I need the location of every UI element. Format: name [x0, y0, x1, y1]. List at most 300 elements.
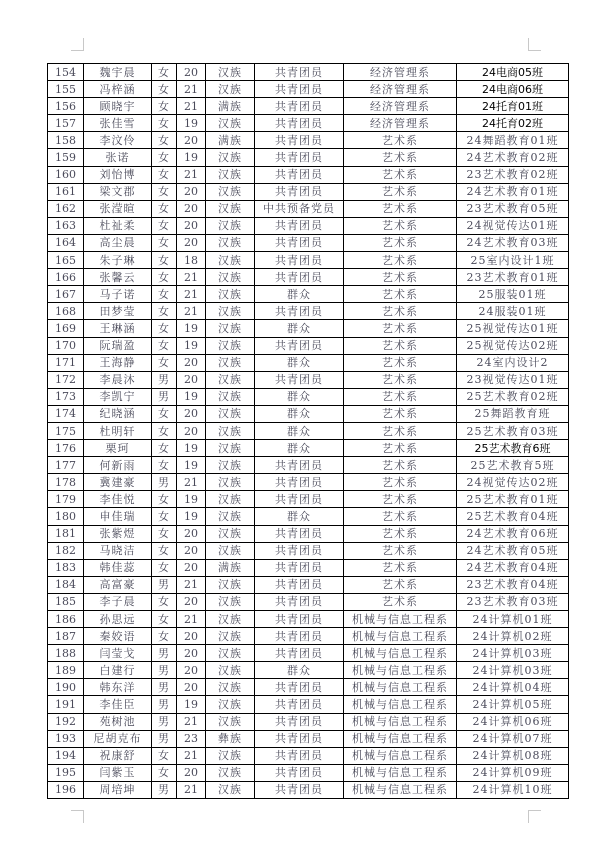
student-name-cell: 申佳瑞 [84, 508, 152, 525]
political-status-cell: 共青团员 [255, 132, 344, 149]
age-cell: 21 [177, 781, 206, 798]
student-name-cell: 李子晨 [84, 593, 152, 610]
row-number-cell: 172 [48, 371, 84, 388]
age-cell: 19 [177, 115, 206, 132]
ethnicity-cell: 汉族 [206, 576, 255, 593]
table-row [48, 234, 569, 251]
department-cell: 艺术系 [344, 132, 457, 149]
political-status-cell: 共青团员 [255, 491, 344, 508]
political-status-cell: 群众 [255, 320, 344, 337]
gender-cell: 女 [152, 132, 177, 149]
department-cell: 艺术系 [344, 525, 457, 542]
department-cell: 机械与信息工程系 [344, 679, 457, 696]
class-name-cell: 24艺术教育03班 [457, 234, 569, 251]
ethnicity-cell: 彝族 [206, 730, 255, 747]
table-row [48, 337, 569, 354]
department-cell: 经济管理系 [344, 81, 457, 98]
table-row [48, 81, 569, 98]
political-status-cell: 共青团员 [255, 781, 344, 798]
gender-cell: 男 [152, 645, 177, 662]
ethnicity-cell: 汉族 [206, 320, 255, 337]
age-cell: 20 [177, 422, 206, 439]
student-name-cell: 马子诺 [84, 286, 152, 303]
table-row [48, 764, 569, 781]
row-number-cell: 166 [48, 269, 84, 286]
political-status-cell: 群众 [255, 508, 344, 525]
age-cell: 20 [177, 371, 206, 388]
student-name-cell: 闫莹戈 [84, 645, 152, 662]
gender-cell: 女 [152, 303, 177, 320]
row-number-cell: 193 [48, 730, 84, 747]
age-cell: 19 [177, 320, 206, 337]
student-name-cell: 尼胡克布 [84, 730, 152, 747]
department-cell: 艺术系 [344, 252, 457, 269]
age-cell: 19 [177, 457, 206, 474]
crop-mark-top-left [71, 38, 84, 51]
ethnicity-cell: 汉族 [206, 747, 255, 764]
age-cell: 21 [177, 474, 206, 491]
row-number-cell: 196 [48, 781, 84, 798]
department-cell: 机械与信息工程系 [344, 696, 457, 713]
age-cell: 21 [177, 166, 206, 183]
age-cell: 19 [177, 149, 206, 166]
department-cell: 机械与信息工程系 [344, 628, 457, 645]
gender-cell: 女 [152, 525, 177, 542]
row-number-cell: 178 [48, 474, 84, 491]
student-name-cell: 何新雨 [84, 457, 152, 474]
class-name-cell: 25服装01班 [457, 286, 569, 303]
row-number-cell: 186 [48, 611, 84, 628]
student-name-cell: 李佳悦 [84, 491, 152, 508]
row-number-cell: 183 [48, 559, 84, 576]
student-table [47, 63, 569, 799]
age-cell: 19 [177, 440, 206, 457]
row-number-cell: 177 [48, 457, 84, 474]
row-number-cell: 194 [48, 747, 84, 764]
age-cell: 21 [177, 98, 206, 115]
department-cell: 艺术系 [344, 559, 457, 576]
student-name-cell: 魏宇晨 [84, 64, 152, 81]
gender-cell: 女 [152, 337, 177, 354]
political-status-cell: 群众 [255, 388, 344, 405]
student-name-cell: 孙思远 [84, 611, 152, 628]
gender-cell: 女 [152, 559, 177, 576]
table-row [48, 132, 569, 149]
gender-cell: 女 [152, 252, 177, 269]
class-name-cell: 23艺术教育01班 [457, 269, 569, 286]
crop-mark-bottom-left [71, 810, 84, 823]
class-name-cell: 24舞蹈教育01班 [457, 132, 569, 149]
political-status-cell: 群众 [255, 354, 344, 371]
department-cell: 艺术系 [344, 593, 457, 610]
department-cell: 经济管理系 [344, 64, 457, 81]
row-number-cell: 185 [48, 593, 84, 610]
gender-cell: 男 [152, 730, 177, 747]
age-cell: 20 [177, 679, 206, 696]
gender-cell: 女 [152, 491, 177, 508]
gender-cell: 男 [152, 713, 177, 730]
row-number-cell: 191 [48, 696, 84, 713]
department-cell: 艺术系 [344, 576, 457, 593]
row-number-cell: 182 [48, 542, 84, 559]
student-name-cell: 李晨沐 [84, 371, 152, 388]
political-status-cell: 共青团员 [255, 81, 344, 98]
student-name-cell: 李凯宁 [84, 388, 152, 405]
gender-cell: 男 [152, 576, 177, 593]
class-name-cell: 24艺术教育02班 [457, 149, 569, 166]
political-status-cell: 共青团员 [255, 64, 344, 81]
table-row [48, 388, 569, 405]
gender-cell: 女 [152, 628, 177, 645]
age-cell: 20 [177, 764, 206, 781]
department-cell: 机械与信息工程系 [344, 764, 457, 781]
age-cell: 21 [177, 269, 206, 286]
row-number-cell: 167 [48, 286, 84, 303]
row-number-cell: 169 [48, 320, 84, 337]
gender-cell: 女 [152, 354, 177, 371]
student-name-cell: 韩佳蕊 [84, 559, 152, 576]
department-cell: 机械与信息工程系 [344, 781, 457, 798]
class-name-cell: 24电商06班 [457, 81, 569, 98]
class-name-cell: 25艺术教育5班 [457, 457, 569, 474]
row-number-cell: 187 [48, 628, 84, 645]
ethnicity-cell: 满族 [206, 132, 255, 149]
age-cell: 19 [177, 508, 206, 525]
gender-cell: 女 [152, 217, 177, 234]
ethnicity-cell: 汉族 [206, 457, 255, 474]
row-number-cell: 168 [48, 303, 84, 320]
political-status-cell: 中共预备党员 [255, 200, 344, 217]
table-row [48, 440, 569, 457]
gender-cell: 男 [152, 474, 177, 491]
table-row [48, 781, 569, 798]
age-cell: 21 [177, 747, 206, 764]
ethnicity-cell: 汉族 [206, 183, 255, 200]
ethnicity-cell: 汉族 [206, 764, 255, 781]
political-status-cell: 共青团员 [255, 371, 344, 388]
political-status-cell: 共青团员 [255, 166, 344, 183]
row-number-cell: 156 [48, 98, 84, 115]
ethnicity-cell: 汉族 [206, 286, 255, 303]
political-status-cell: 共青团员 [255, 696, 344, 713]
student-name-cell: 苑树池 [84, 713, 152, 730]
ethnicity-cell: 汉族 [206, 679, 255, 696]
department-cell: 经济管理系 [344, 98, 457, 115]
class-name-cell: 25视觉传达01班 [457, 320, 569, 337]
political-status-cell: 共青团员 [255, 474, 344, 491]
table-row [48, 593, 569, 610]
age-cell: 20 [177, 234, 206, 251]
department-cell: 机械与信息工程系 [344, 611, 457, 628]
table-row [48, 457, 569, 474]
department-cell: 艺术系 [344, 388, 457, 405]
ethnicity-cell: 汉族 [206, 781, 255, 798]
row-number-cell: 189 [48, 662, 84, 679]
row-number-cell: 174 [48, 405, 84, 422]
table-row [48, 662, 569, 679]
political-status-cell: 共青团员 [255, 628, 344, 645]
class-name-cell: 25艺术教育6班 [457, 440, 569, 457]
ethnicity-cell: 汉族 [206, 593, 255, 610]
political-status-cell: 共青团员 [255, 525, 344, 542]
row-number-cell: 162 [48, 200, 84, 217]
department-cell: 艺术系 [344, 303, 457, 320]
table-row [48, 405, 569, 422]
gender-cell: 女 [152, 320, 177, 337]
row-number-cell: 161 [48, 183, 84, 200]
row-number-cell: 157 [48, 115, 84, 132]
age-cell: 20 [177, 132, 206, 149]
political-status-cell: 共青团员 [255, 252, 344, 269]
department-cell: 艺术系 [344, 200, 457, 217]
political-status-cell: 共青团员 [255, 457, 344, 474]
political-status-cell: 群众 [255, 422, 344, 439]
row-number-cell: 195 [48, 764, 84, 781]
ethnicity-cell: 汉族 [206, 388, 255, 405]
row-number-cell: 192 [48, 713, 84, 730]
row-number-cell: 154 [48, 64, 84, 81]
political-status-cell: 共青团员 [255, 645, 344, 662]
class-name-cell: 24计算机05班 [457, 696, 569, 713]
row-number-cell: 188 [48, 645, 84, 662]
ethnicity-cell: 汉族 [206, 269, 255, 286]
gender-cell: 女 [152, 747, 177, 764]
table-row [48, 115, 569, 132]
table-row [48, 64, 569, 81]
table-row [48, 303, 569, 320]
political-status-cell: 群众 [255, 662, 344, 679]
political-status-cell: 共青团员 [255, 576, 344, 593]
table-row [48, 371, 569, 388]
table-row [48, 542, 569, 559]
gender-cell: 女 [152, 81, 177, 98]
department-cell: 艺术系 [344, 183, 457, 200]
class-name-cell: 25艺术教育02班 [457, 388, 569, 405]
student-name-cell: 张诺 [84, 149, 152, 166]
class-name-cell: 24计算机09班 [457, 764, 569, 781]
class-name-cell: 23艺术教育05班 [457, 200, 569, 217]
row-number-cell: 160 [48, 166, 84, 183]
gender-cell: 女 [152, 457, 177, 474]
student-name-cell: 李汶伶 [84, 132, 152, 149]
department-cell: 机械与信息工程系 [344, 730, 457, 747]
ethnicity-cell: 汉族 [206, 713, 255, 730]
class-name-cell: 25艺术教育04班 [457, 508, 569, 525]
row-number-cell: 163 [48, 217, 84, 234]
class-name-cell: 25舞蹈教育班 [457, 405, 569, 422]
political-status-cell: 共青团员 [255, 337, 344, 354]
department-cell: 艺术系 [344, 337, 457, 354]
political-status-cell: 共青团员 [255, 542, 344, 559]
age-cell: 20 [177, 628, 206, 645]
table-row [48, 628, 569, 645]
student-name-cell: 王海静 [84, 354, 152, 371]
gender-cell: 女 [152, 611, 177, 628]
gender-cell: 男 [152, 781, 177, 798]
row-number-cell: 190 [48, 679, 84, 696]
student-name-cell: 刘怡博 [84, 166, 152, 183]
class-name-cell: 24计算机06班 [457, 713, 569, 730]
student-name-cell: 顾晓宇 [84, 98, 152, 115]
class-name-cell: 24电商05班 [457, 64, 569, 81]
class-name-cell: 23艺术教育04班 [457, 576, 569, 593]
department-cell: 机械与信息工程系 [344, 645, 457, 662]
age-cell: 20 [177, 542, 206, 559]
row-number-cell: 171 [48, 354, 84, 371]
gender-cell: 男 [152, 696, 177, 713]
department-cell: 艺术系 [344, 405, 457, 422]
gender-cell: 女 [152, 405, 177, 422]
class-name-cell: 24计算机10班 [457, 781, 569, 798]
department-cell: 艺术系 [344, 166, 457, 183]
class-name-cell: 24艺术教育01班 [457, 183, 569, 200]
gender-cell: 女 [152, 149, 177, 166]
political-status-cell: 共青团员 [255, 183, 344, 200]
political-status-cell: 共青团员 [255, 269, 344, 286]
department-cell: 机械与信息工程系 [344, 662, 457, 679]
ethnicity-cell: 汉族 [206, 662, 255, 679]
row-number-cell: 165 [48, 252, 84, 269]
student-name-cell: 张滢暄 [84, 200, 152, 217]
student-name-cell: 高尘晨 [84, 234, 152, 251]
ethnicity-cell: 汉族 [206, 217, 255, 234]
row-number-cell: 173 [48, 388, 84, 405]
row-number-cell: 155 [48, 81, 84, 98]
class-name-cell: 24服装01班 [457, 303, 569, 320]
ethnicity-cell: 汉族 [206, 645, 255, 662]
table-row [48, 217, 569, 234]
political-status-cell: 共青团员 [255, 764, 344, 781]
class-name-cell: 25室内设计1班 [457, 252, 569, 269]
age-cell: 20 [177, 217, 206, 234]
table-row [48, 730, 569, 747]
table-row [48, 286, 569, 303]
political-status-cell: 共青团员 [255, 679, 344, 696]
department-cell: 艺术系 [344, 371, 457, 388]
political-status-cell: 共青团员 [255, 593, 344, 610]
row-number-cell: 179 [48, 491, 84, 508]
student-name-cell: 高富豪 [84, 576, 152, 593]
age-cell: 20 [177, 525, 206, 542]
class-name-cell: 24计算机01班 [457, 611, 569, 628]
student-name-cell: 朱子琳 [84, 252, 152, 269]
department-cell: 艺术系 [344, 234, 457, 251]
ethnicity-cell: 汉族 [206, 405, 255, 422]
ethnicity-cell: 汉族 [206, 474, 255, 491]
ethnicity-cell: 满族 [206, 559, 255, 576]
ethnicity-cell: 汉族 [206, 611, 255, 628]
student-name-cell: 周培坤 [84, 781, 152, 798]
age-cell: 18 [177, 252, 206, 269]
political-status-cell: 共青团员 [255, 303, 344, 320]
ethnicity-cell: 汉族 [206, 166, 255, 183]
ethnicity-cell: 汉族 [206, 337, 255, 354]
age-cell: 20 [177, 593, 206, 610]
table-row [48, 354, 569, 371]
department-cell: 机械与信息工程系 [344, 713, 457, 730]
age-cell: 21 [177, 611, 206, 628]
gender-cell: 女 [152, 64, 177, 81]
table-row [48, 525, 569, 542]
class-name-cell: 24计算机03班 [457, 662, 569, 679]
student-name-cell: 祝康舒 [84, 747, 152, 764]
class-name-cell: 24托育01班 [457, 98, 569, 115]
student-name-cell: 栗珂 [84, 440, 152, 457]
class-name-cell: 25艺术教育01班 [457, 491, 569, 508]
student-name-cell: 马晓洁 [84, 542, 152, 559]
table-row [48, 747, 569, 764]
political-status-cell: 共青团员 [255, 611, 344, 628]
gender-cell: 男 [152, 371, 177, 388]
row-number-cell: 175 [48, 422, 84, 439]
student-name-cell: 冀建豪 [84, 474, 152, 491]
ethnicity-cell: 汉族 [206, 628, 255, 645]
ethnicity-cell: 汉族 [206, 303, 255, 320]
gender-cell: 女 [152, 508, 177, 525]
ethnicity-cell: 汉族 [206, 81, 255, 98]
department-cell: 艺术系 [344, 508, 457, 525]
student-name-cell: 纪晓涵 [84, 405, 152, 422]
student-name-cell: 杜明轩 [84, 422, 152, 439]
crop-mark-top-right [528, 38, 541, 51]
table-row [48, 474, 569, 491]
age-cell: 20 [177, 405, 206, 422]
gender-cell: 女 [152, 200, 177, 217]
student-name-cell: 阮瑞盈 [84, 337, 152, 354]
table-row [48, 679, 569, 696]
student-name-cell: 王琳涵 [84, 320, 152, 337]
department-cell: 艺术系 [344, 217, 457, 234]
class-name-cell: 24计算机02班 [457, 628, 569, 645]
class-name-cell: 24计算机07班 [457, 730, 569, 747]
political-status-cell: 群众 [255, 440, 344, 457]
student-name-cell: 闫紫玉 [84, 764, 152, 781]
political-status-cell: 共青团员 [255, 115, 344, 132]
political-status-cell: 共青团员 [255, 747, 344, 764]
ethnicity-cell: 汉族 [206, 525, 255, 542]
department-cell: 机械与信息工程系 [344, 747, 457, 764]
department-cell: 艺术系 [344, 542, 457, 559]
age-cell: 19 [177, 491, 206, 508]
class-name-cell: 24计算机04班 [457, 679, 569, 696]
gender-cell: 女 [152, 183, 177, 200]
age-cell: 20 [177, 354, 206, 371]
age-cell: 19 [177, 388, 206, 405]
table-row [48, 491, 569, 508]
department-cell: 艺术系 [344, 440, 457, 457]
class-name-cell: 23视觉传达01班 [457, 371, 569, 388]
class-name-cell: 23艺术教育03班 [457, 593, 569, 610]
age-cell: 19 [177, 696, 206, 713]
table-row [48, 576, 569, 593]
department-cell: 艺术系 [344, 457, 457, 474]
table-row [48, 696, 569, 713]
age-cell: 21 [177, 576, 206, 593]
student-name-cell: 杜祉柔 [84, 217, 152, 234]
ethnicity-cell: 汉族 [206, 252, 255, 269]
department-cell: 艺术系 [344, 422, 457, 439]
class-name-cell: 24托育02班 [457, 115, 569, 132]
political-status-cell: 群众 [255, 405, 344, 422]
row-number-cell: 184 [48, 576, 84, 593]
table-row [48, 559, 569, 576]
department-cell: 艺术系 [344, 354, 457, 371]
student-name-cell: 张馨云 [84, 269, 152, 286]
table-row [48, 166, 569, 183]
class-name-cell: 25艺术教育03班 [457, 422, 569, 439]
gender-cell: 女 [152, 542, 177, 559]
political-status-cell: 共青团员 [255, 713, 344, 730]
